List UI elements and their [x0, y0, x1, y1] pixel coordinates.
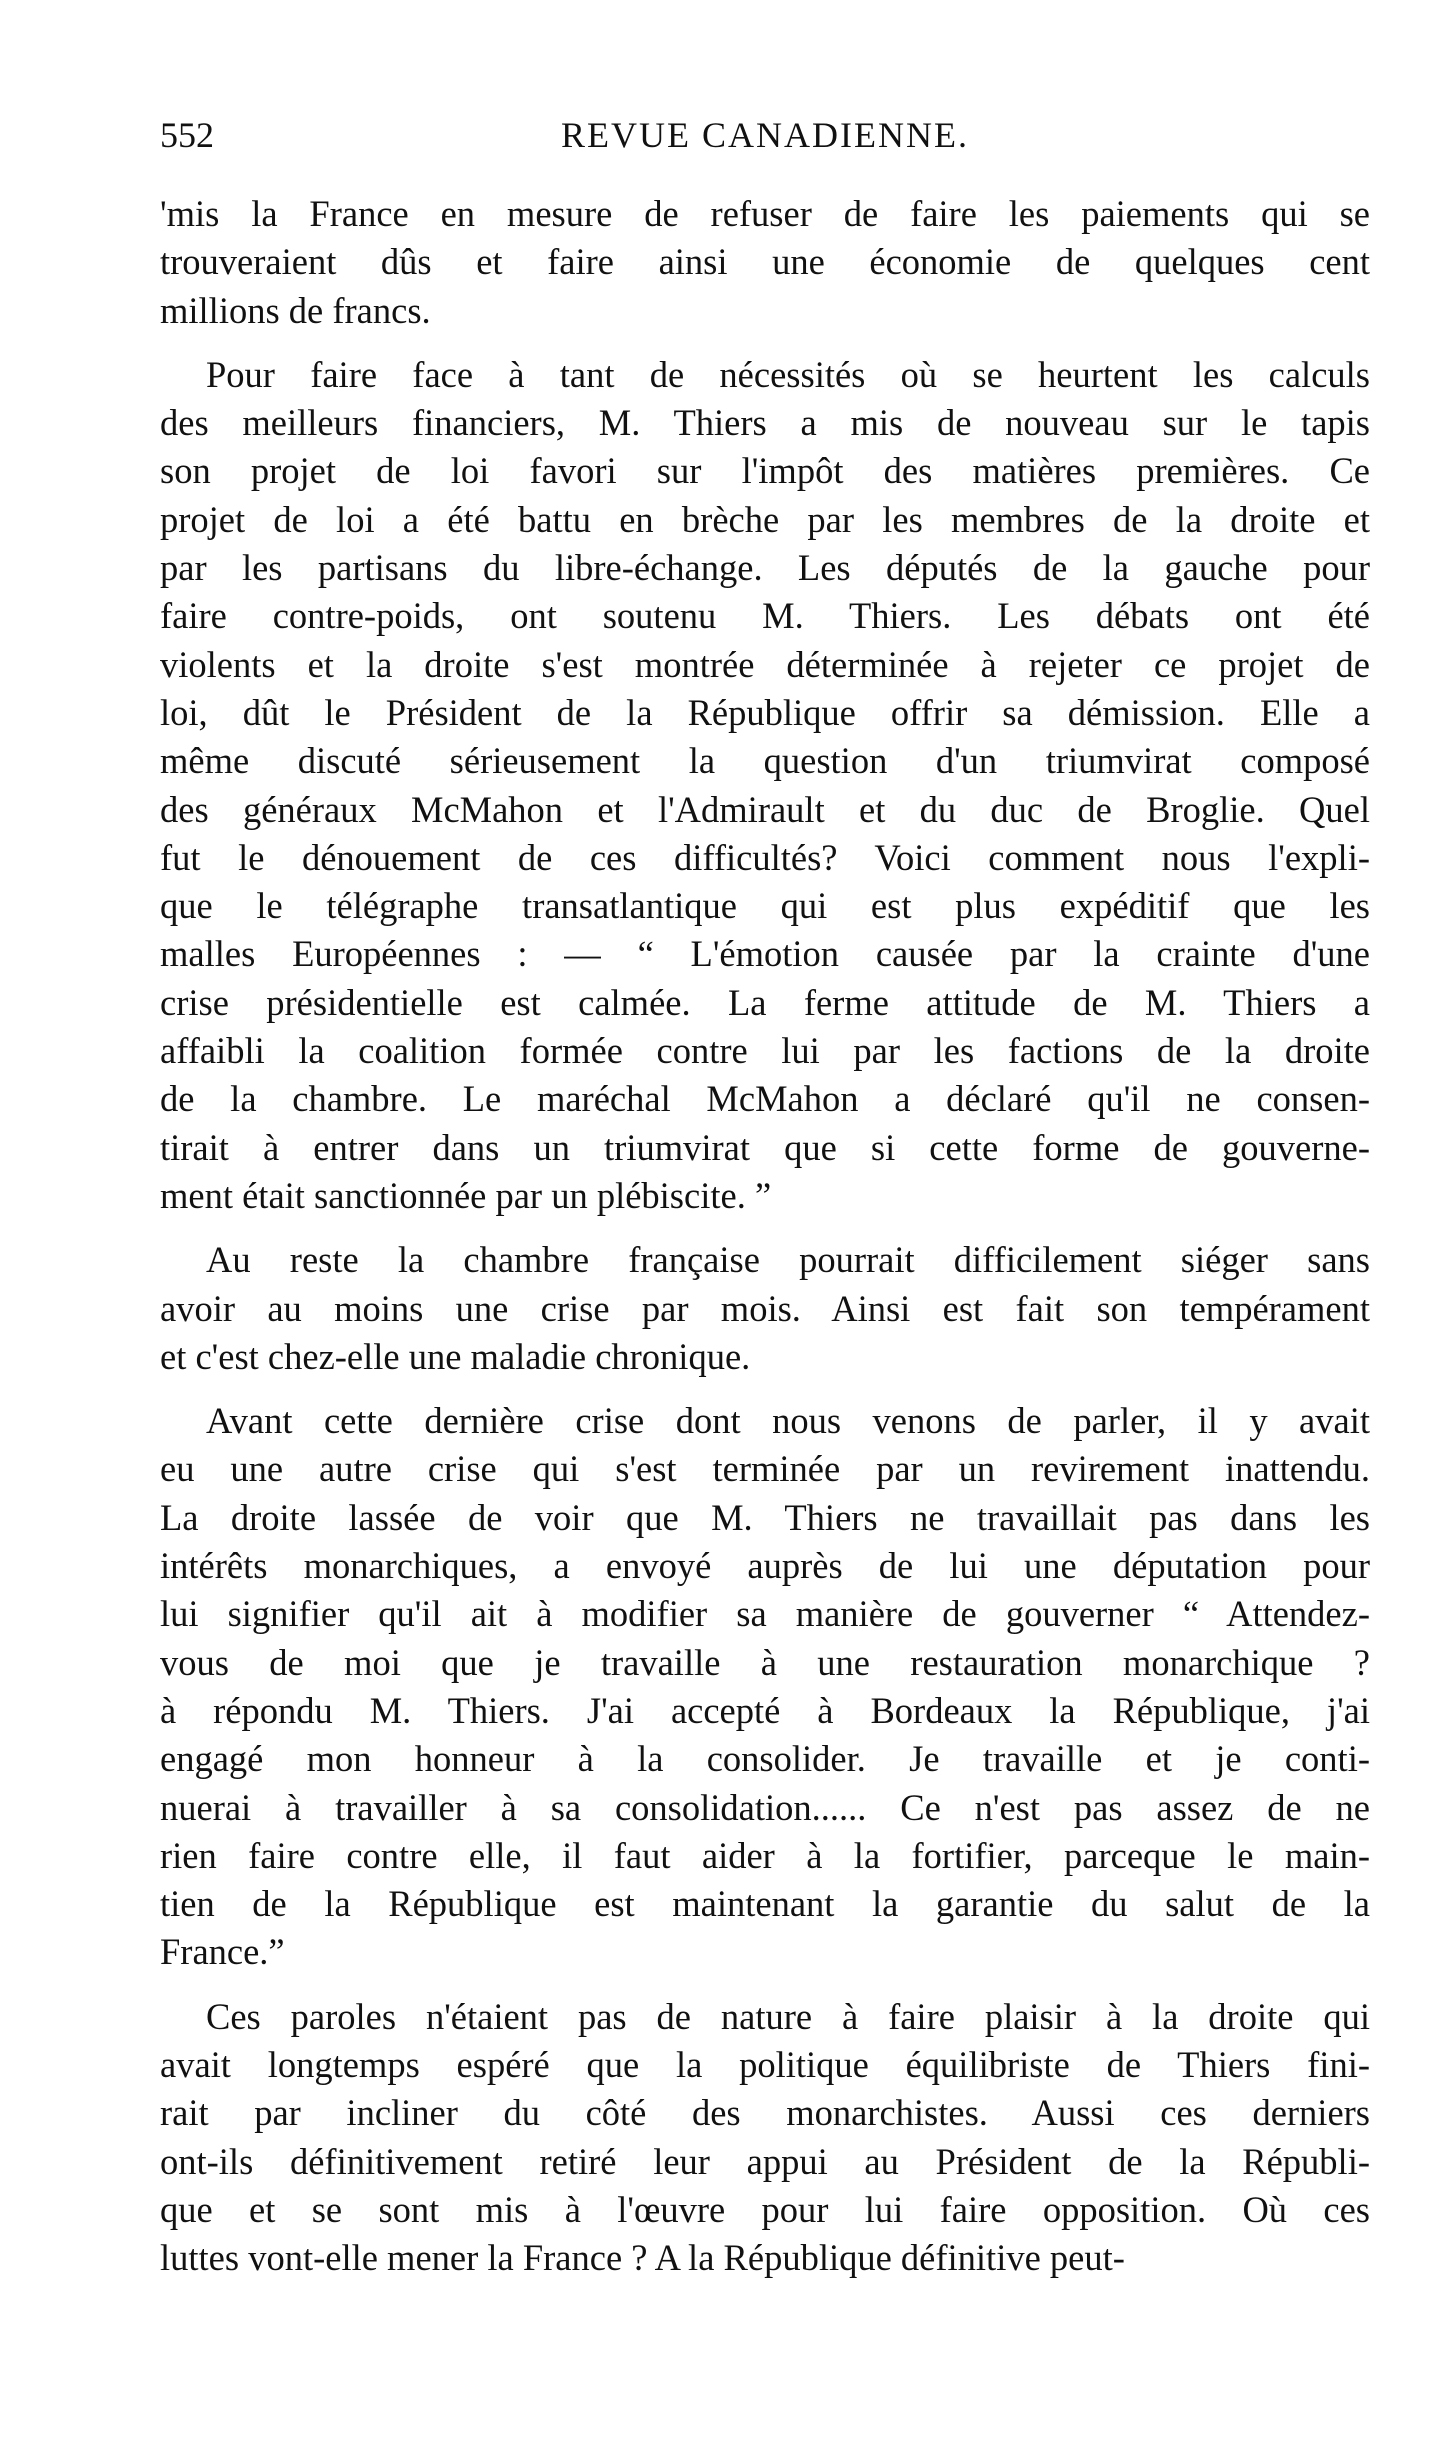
text-line: La droite lassée de voir que M. Thiers ne travaillait pas dans les — [160, 1496, 1370, 1538]
running-head: REVUE CANADIENNE. — [561, 115, 969, 155]
text-line: intérêts monarchiques, a envoyé auprès de lui une députation pour — [160, 1545, 1370, 1587]
text-line: même discuté sérieusement la question d'un triumvirat composé — [160, 740, 1370, 782]
text-line: luttes vont-elle mener la France ? A la République définitive peut- — [160, 2237, 1125, 2279]
text-line: ment était sanctionnée par un plébiscite. ” — [160, 1174, 772, 1216]
text-line: violents et la droite s'est montrée déterminée à rejeter ce projet de — [160, 643, 1370, 685]
text-line: engagé mon honneur à la consolider. Je travaille et je conti- — [160, 1738, 1370, 1780]
text-line: que le télégraphe transatlantique qui est plus expéditif que les — [160, 885, 1370, 927]
text-line: crise présidentielle est calmée. La ferme attitude de M. Thiers a — [160, 981, 1370, 1023]
paragraph — [160, 351, 1370, 1220]
paragraph — [160, 1236, 1370, 1381]
page-number: 552 — [160, 115, 214, 155]
text-line: avoir au moins une crise par mois. Ainsi est fait son tempérament — [160, 1287, 1370, 1329]
text-line: à répondu M. Thiers. J'ai accepté à Bordeaux la République, j'ai — [160, 1689, 1370, 1731]
text-line: par les partisans du libre-échange. Les députés de la gauche pour — [160, 547, 1370, 589]
text-line: vous de moi que je travaille à une restauration monarchique ? — [160, 1641, 1370, 1683]
text-line: 'mis la France en mesure de refuser de faire les paiements qui se — [160, 193, 1370, 234]
page-header — [160, 110, 1370, 160]
text-line: lui signifier qu'il ait à modifier sa manière de gouverner “ Attendez- — [160, 1593, 1370, 1635]
text-line: eu une autre crise qui s'est terminée par un revirement inattendu. — [160, 1448, 1370, 1490]
paragraph — [160, 1993, 1370, 2283]
text-line: rien faire contre elle, il faut aider à la fortifier, parceque le main- — [160, 1834, 1370, 1876]
text-line: tirait à entrer dans un triumvirat que si cette forme de gouverne- — [160, 1126, 1370, 1168]
text-line: des meilleurs financiers, M. Thiers a mis de nouveau sur le tapis — [160, 402, 1370, 444]
text-line: loi, dût le Président de la République offrir sa démission. Elle a — [160, 691, 1370, 733]
text-line: tien de la République est maintenant la garantie du salut de la — [160, 1883, 1370, 1925]
text-line: nuerai à travailler à sa consolidation...... Ce n'est pas assez de ne — [160, 1786, 1370, 1828]
text-line: Au reste la chambre française pourrait difficilement siéger sans — [206, 1239, 1370, 1281]
text-line: fut le dénouement de ces difficultés? Voici comment nous l'expli- — [160, 836, 1370, 878]
text-line: projet de loi a été battu en brèche par les membres de la droite et — [160, 498, 1370, 540]
text-line: Pour faire face à tant de nécessités où se heurtent les calculs — [206, 353, 1370, 395]
text-line: France.” — [160, 1931, 285, 1973]
paragraph — [160, 190, 1370, 335]
text-line: et c'est chez-elle une maladie chronique. — [160, 1335, 751, 1377]
text-line: Avant cette dernière crise dont nous venons de parler, il y avait — [206, 1400, 1370, 1442]
body-text — [160, 190, 1370, 2298]
text-line: ont-ils définitivement retiré leur appui au Président de la Républi- — [160, 2140, 1370, 2182]
text-line: de la chambre. Le maréchal McMahon a déclaré qu'il ne consen- — [160, 1078, 1370, 1120]
text-line: des généraux McMahon et l'Admirault et du duc de Broglie. Quel — [160, 788, 1370, 830]
text-line: son projet de loi favori sur l'impôt des matières premières. Ce — [160, 450, 1370, 492]
text-line: Ces paroles n'étaient pas de nature à faire plaisir à la droite qui — [206, 1995, 1370, 2037]
text-line: affaibli la coalition formée contre lui par les factions de la droite — [160, 1030, 1370, 1072]
text-line: malles Européennes : — “ L'émotion causée par la crainte d'une — [160, 933, 1370, 975]
text-line: que et se sont mis à l'œuvre pour lui faire opposition. Où ces — [160, 2188, 1370, 2230]
text-line: faire contre-poids, ont soutenu M. Thiers. Les débats ont été — [160, 595, 1370, 637]
text-line: trouveraient dûs et faire ainsi une économie de quelques cent — [160, 241, 1370, 283]
text-line: avait longtemps espéré que la politique équilibriste de Thiers fini- — [160, 2043, 1370, 2085]
text-line: millions de francs. — [160, 289, 431, 331]
text-line: rait par incliner du côté des monarchistes. Aussi ces derniers — [160, 2092, 1370, 2134]
paragraph — [160, 1397, 1370, 1977]
